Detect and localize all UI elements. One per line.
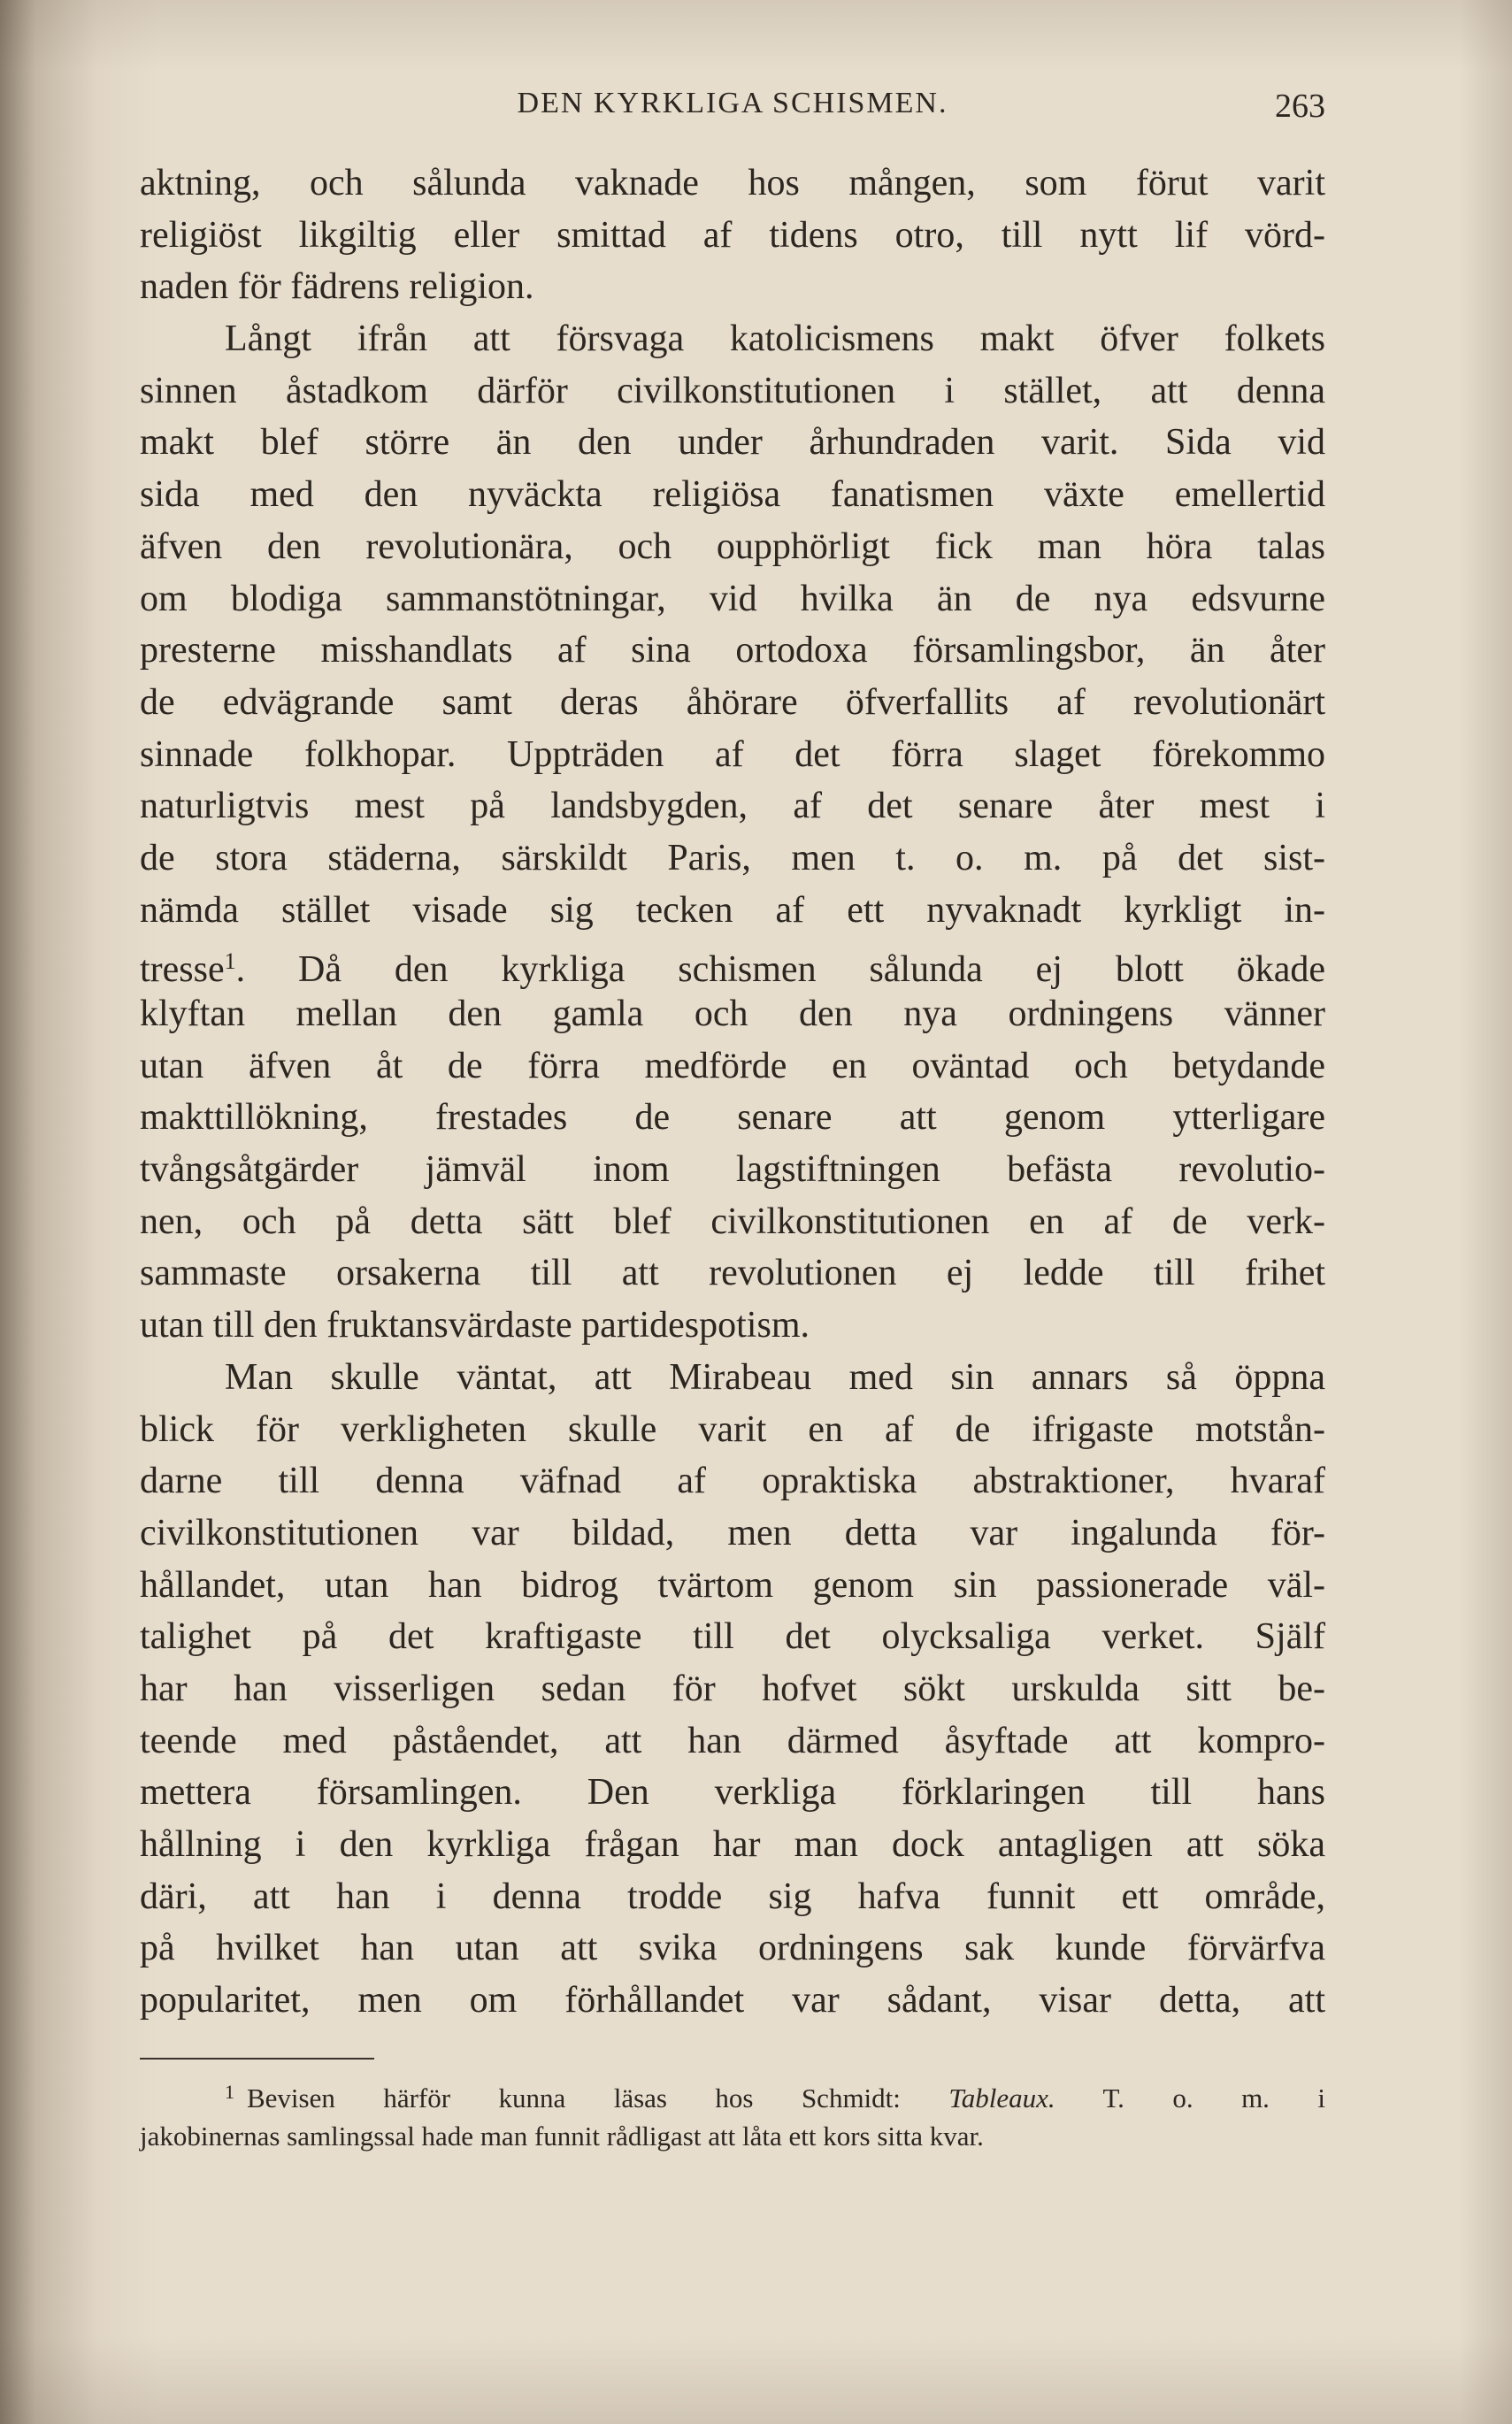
text-line: sammaste orsakerna till att revolutionen ej ledde till frihet	[140, 1253, 1325, 1294]
text-line: naden för fädrens religion.	[140, 266, 534, 308]
footnote-reference: 1	[224, 948, 236, 975]
text-line: darne till denna väfnad af opraktiska abstraktioner, hvaraf	[140, 1461, 1325, 1502]
text-line: de edvägrande samt deras åhörare öfverfallits af revolutionärt	[140, 681, 1325, 723]
text-line: makttillökning, frestades de senare att genom ytterligare	[140, 1097, 1325, 1139]
text-line: däri, att han i denna trodde sig hafva funnit ett område,	[140, 1876, 1325, 1917]
text-line: på hvilket han utan att svika ordningens sak kunde förvärfva	[140, 1928, 1325, 1969]
text-line: de stora städerna, särskildt Paris, men t. o. m. på det sist-	[140, 837, 1325, 878]
footnote-line	[140, 2070, 1325, 2114]
footnote-divider	[140, 2058, 374, 2060]
page-number: 263	[1275, 88, 1325, 125]
footnote-text: Bevisen härför kunna läsas hos Schmidt:	[247, 2083, 949, 2113]
text-line: talighet på det kraftigaste till det olycksaliga verket. Själf	[140, 1616, 1325, 1658]
text-line: utan till den fruktansvärdaste partidespotism.	[140, 1305, 810, 1346]
text-line-with-footnote-ref	[140, 936, 1325, 991]
text-line: aktning, och sålunda vaknade hos mången, som förut varit	[140, 163, 1325, 203]
text-line: naturligtvis mest på landsbygden, af det senare åter mest i	[140, 786, 1325, 827]
text-line: blick för verkligheten skulle varit en af de ifrigaste motstån-	[140, 1408, 1325, 1450]
text-fragment: tresse	[140, 949, 225, 991]
text-line: äfven den revolutionära, och oupphörligt fick man höra talas	[140, 525, 1325, 567]
text-line: presterne misshandlats af sina ortodoxa församlingsbor, än åter	[140, 630, 1325, 671]
text-line: har han visserligen sedan för hofvet sökt urskulda sitt be-	[140, 1668, 1325, 1709]
footnote-text: T. o. m. i	[1055, 2083, 1325, 2113]
text-line: sinnade folkhopar. Uppträden af det förra slaget förekommo	[140, 733, 1325, 775]
text-line: teende med påståendet, att han därmed åsyftade att kompro-	[140, 1720, 1325, 1761]
text-fragment: . Då den kyrkliga schismen sålunda ej blott ökade	[235, 949, 1325, 991]
text-line: sida med den nyväckta religiösa fanatismen växte emellertid	[140, 474, 1325, 516]
text-line: hållandet, utan han bidrog tvärtom genom sin passionerade väl-	[140, 1564, 1325, 1606]
text-line: mettera församlingen. Den verkliga förklaringen till hans	[140, 1772, 1325, 1814]
text-line: sinnen åstadkom därför civilkonstitutionen i stället, att denna	[140, 370, 1325, 411]
text-line: nämda stället visade sig tecken af ett nyvaknadt kyrkligt in-	[140, 889, 1325, 931]
text-line: Långt ifrån att försvaga katolicismens makt öfver folkets	[225, 318, 1325, 360]
text-line: Man skulle väntat, att Mirabeau med sin annars så öppna	[225, 1356, 1325, 1398]
text-line: nen, och på detta sätt blef civilkonstitutionen en af de verk-	[140, 1200, 1325, 1242]
running-title: DEN KYRKLIGA SCHISMEN.	[517, 87, 948, 119]
text-line: makt blef större än den under århundraden varit. Sida vid	[140, 422, 1325, 464]
footnote-marker: 1	[225, 2081, 234, 2103]
text-line: hållning i den kyrkliga frågan har man dock antagligen att söka	[140, 1824, 1325, 1865]
running-head	[140, 87, 1325, 131]
text-line: klyftan mellan den gamla och den nya ordningens vänner	[140, 993, 1325, 1034]
text-line: utan äfven åt de förra medförde en oväntad och betydande	[140, 1045, 1325, 1086]
body-text	[140, 157, 1325, 2027]
footnote-italic-title: Tableaux.	[948, 2083, 1055, 2113]
footnote-line: jakobinernas samlingssal hade man funnit rådligast att låta ett kors sitta kvar.	[140, 2121, 984, 2152]
text-line: popularitet, men om förhållandet var sådant, visar detta, att	[140, 1980, 1325, 2021]
text-line: tvångsåtgärder jämväl inom lagstiftningen befästa revolutio-	[140, 1149, 1325, 1191]
footnotes	[140, 2070, 1325, 2159]
text-line: civilkonstitutionen var bildad, men detta var ingalunda för-	[140, 1512, 1325, 1553]
text-line: religiöst likgiltig eller smittad af tidens otro, till nytt lif vörd-	[140, 214, 1325, 256]
text-line: om blodiga sammanstötningar, vid hvilka än de nya edsvurne	[140, 578, 1325, 619]
